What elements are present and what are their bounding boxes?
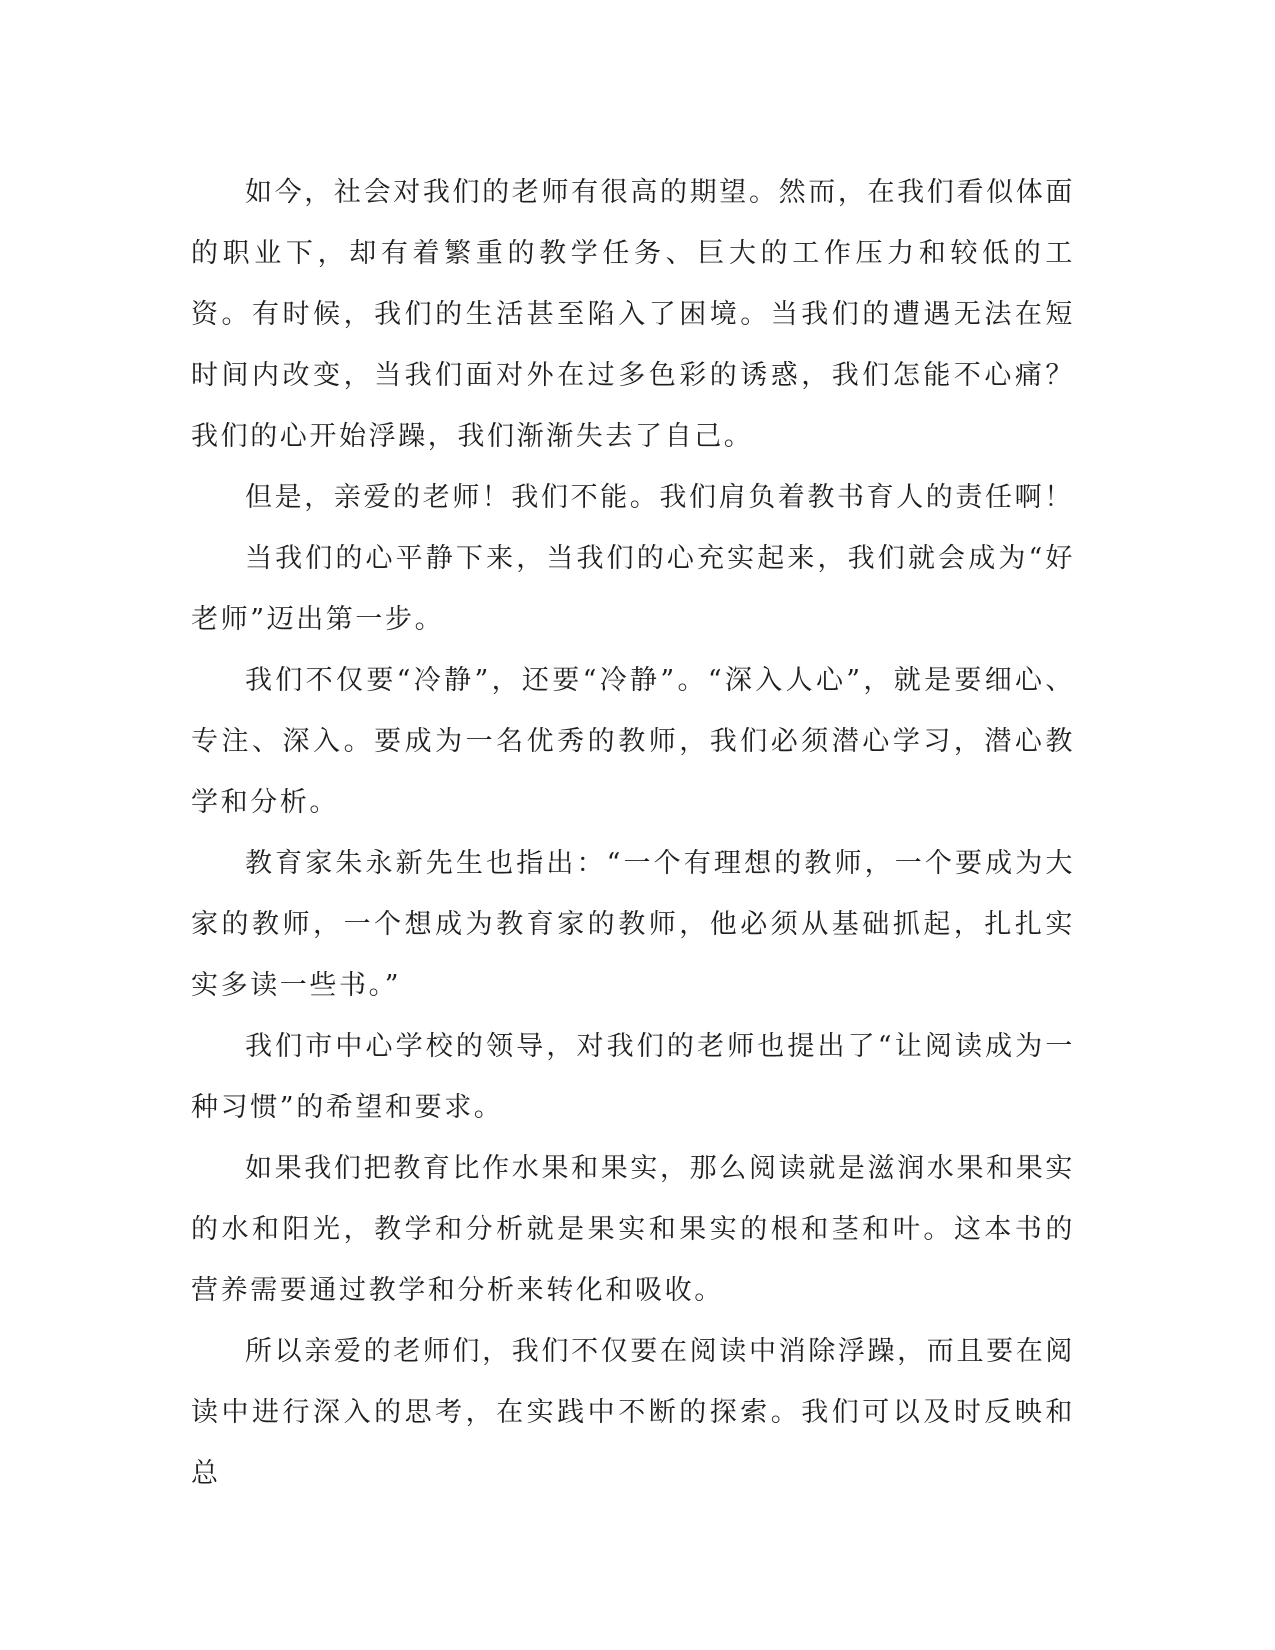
paragraph-4: 我们不仅要“冷静”，还要“冷静”。“深入人心”，就是要细心、专注、深入。要成为一名优秀的教师，我们必须潜心学习，潜心教学和分析。	[191, 665, 1075, 818]
paragraph-6: 我们市中心学校的领导，对我们的老师也提出了“让阅读成为一种习惯”的希望和要求。	[191, 1031, 1075, 1123]
paragraph-8: 所以亲爱的老师们，我们不仅要在阅读中消除浮躁，而且要在阅读中进行深入的思考，在实践中不断的探索。我们可以及时反映和总	[191, 1336, 1075, 1489]
paragraph-2: 但是，亲爱的老师！我们不能。我们肩负着教书育人的责任啊！	[245, 482, 1074, 513]
paragraph-5: 教育家朱永新先生也指出：“一个有理想的教师，一个要成为大家的教师，一个想成为教育家的教师，他必须从基础抓起，扎扎实实多读一些书。”	[191, 848, 1075, 1001]
paragraph-3: 当我们的心平静下来，当我们的心充实起来，我们就会成为“好老师”迈出第一步。	[191, 543, 1075, 635]
paragraph-1: 如今，社会对我们的老师有很高的期望。然而，在我们看似体面的职业下，却有着繁重的教学任务、巨大的工作压力和较低的工资。有时候，我们的生活甚至陷入了困境。当我们的遭遇无法在短时间内改变，当我们面对外在过多色彩的诱惑，我们怎能不心痛？我们的心开始浮躁，我们渐渐失去了自己。	[191, 177, 1075, 452]
paragraph-7: 如果我们把教育比作水果和果实，那么阅读就是滋润水果和果实的水和阳光，教学和分析就是果实和果实的根和茎和叶。这本书的营养需要通过教学和分析来转化和吸收。	[191, 1153, 1075, 1306]
document-body	[191, 162, 1075, 1504]
